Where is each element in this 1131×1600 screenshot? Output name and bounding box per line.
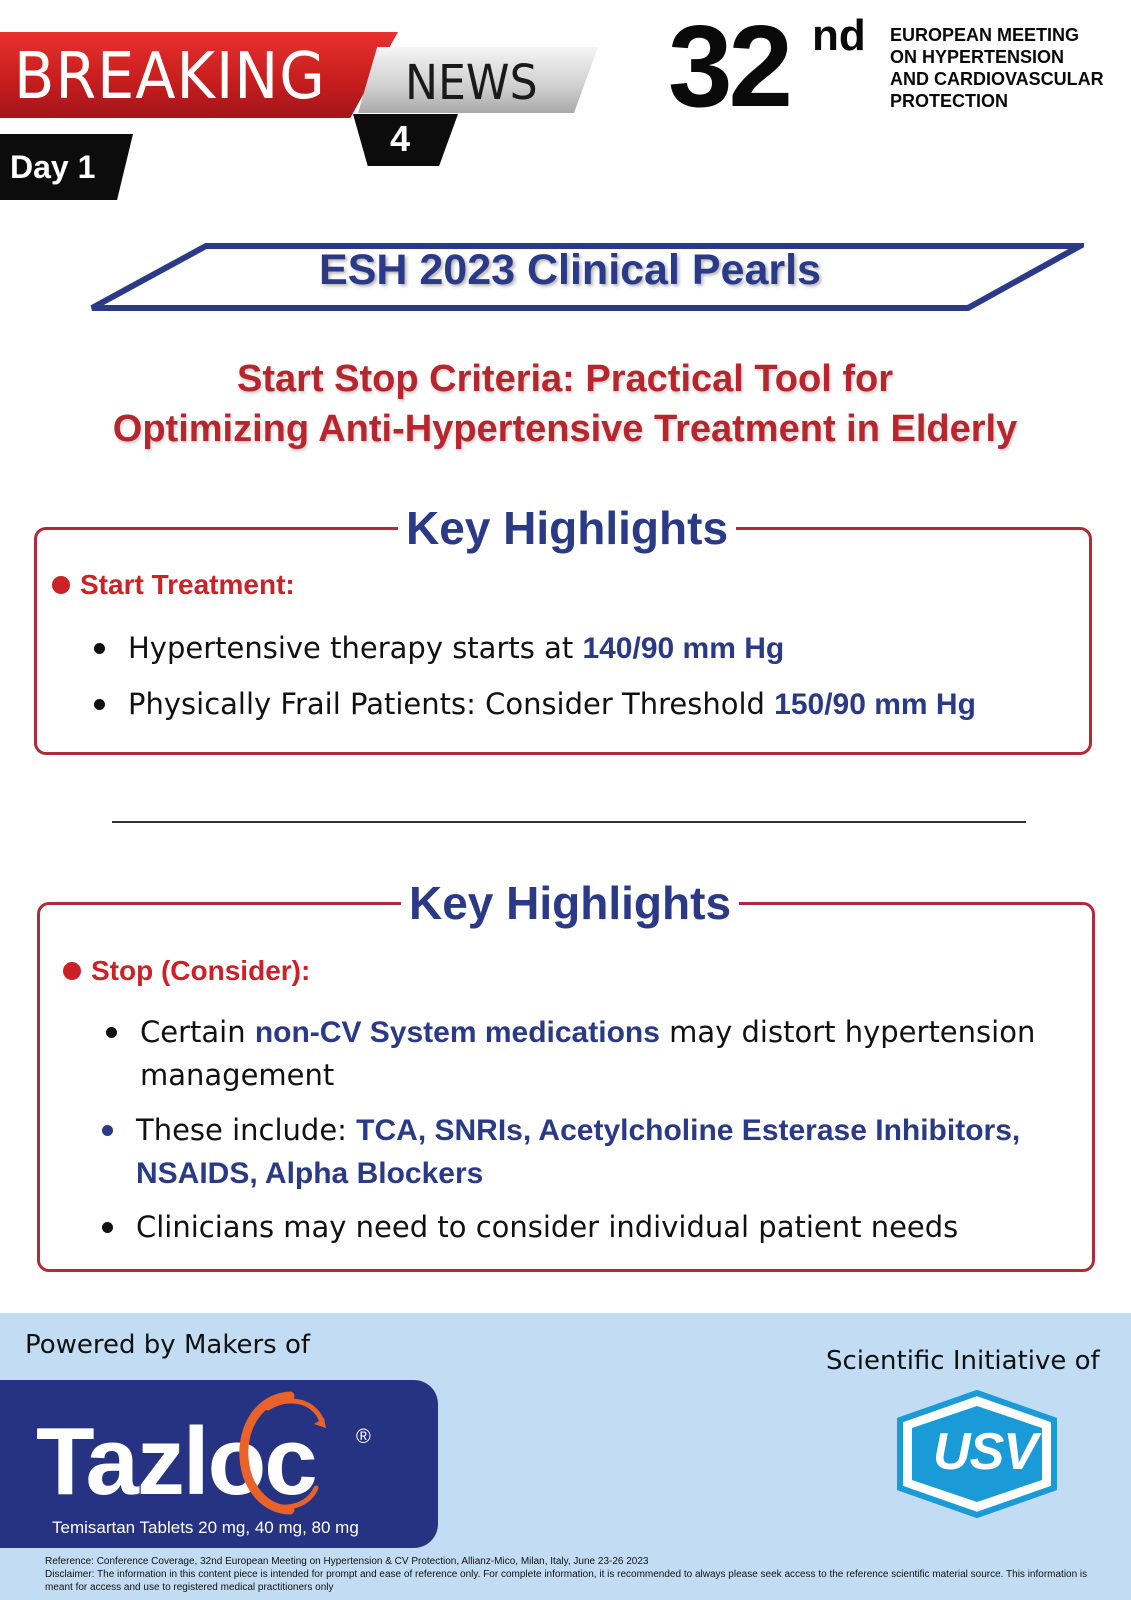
list-item [140,1011,1060,1096]
meeting-name-line: PROTECTION [890,91,1009,111]
meeting-name-line: ON HYPERTENSION [890,47,1065,67]
section-label: Stop (Consider): [91,955,311,986]
fine-print [45,1555,1095,1594]
section-label: Start Treatment: [80,569,295,600]
item-text-suffix: may distort hypertension management [140,1015,1036,1092]
list-item [136,1109,1056,1195]
news-label: NEWS [405,55,538,111]
reference-text: Reference: Conference Coverage, 32nd European Meeting on Hypertension & CV Protection, Allianz-Mico, Milan, Italy, June 23-26 2023 [45,1556,649,1567]
list-item [136,1206,1056,1248]
item-emphasis: 150/90 mm Hg [774,688,976,721]
bullet-dot-icon [52,576,70,594]
highlights-heading: Key Highlights [398,505,736,551]
powered-by-label: Powered by Makers of [25,1330,311,1360]
disclaimer-text: Disclaimer: The information in this content piece is intended for prompt and ease of reference only. For complete information, it is recommended to always please seek access to the reference scientific material source. This information is meant for access and use to registered medical practitioners only [45,1569,1088,1593]
page-subtitle [40,354,1090,454]
highlights-heading: Key Highlights [401,880,739,926]
item-emphasis: 140/90 mm Hg [582,632,785,665]
subtitle-line: Start Stop Criteria: Practical Tool for [237,358,893,400]
item-text: Clinicians may need to consider individual patient needs [136,1210,959,1244]
section-divider [112,821,1026,823]
item-text: Certain [140,1015,255,1049]
brand-swoosh-icon [228,1388,328,1518]
day-label: Day 1 [10,149,96,185]
bullet-dot-icon [63,962,81,980]
section-stop-consider [63,955,310,987]
usv-logo-text: USV [933,1423,1037,1481]
bullet-icon [106,1027,117,1038]
list-item [128,683,1088,726]
bullet-icon [94,643,105,654]
page-title: ESH 2023 Clinical Pearls [319,246,821,294]
list-item [128,627,1028,670]
meeting-name [890,24,1104,112]
scientific-initiative-label: Scientific Initiative of [826,1346,1100,1376]
item-emphasis: TCA, SNRIs, Acetylcholine Esterase Inhibitors, NSAIDS, Alpha Blockers [136,1114,1021,1190]
subtitle-line: Optimizing Anti-Hypertensive Treatment in Elderly [112,408,1018,450]
item-text: Physically Frail Patients: Consider Threshold [128,687,775,721]
section-start-treatment [52,569,295,601]
item-emphasis: non-CV System medications [254,1016,660,1049]
brand-tagline: Temisartan Tablets 20 mg, 40 mg, 80 mg [52,1518,359,1537]
meeting-ordinal-number: 32 [668,1,790,131]
meeting-name-line: AND CARDIOVASCULAR [890,69,1104,89]
item-text: Hypertensive therapy starts at [128,631,583,665]
bullet-icon [94,699,105,710]
brand-logo-text: Tazloc [36,1408,316,1515]
meeting-ordinal-suffix: nd [812,11,866,60]
issue-number: 4 [390,118,411,159]
item-text: These include: [136,1113,357,1147]
bullet-icon [102,1125,113,1136]
breaking-label: BREAKING [14,40,326,114]
registered-mark: ® [356,1426,371,1448]
meeting-name-line: EUROPEAN MEETING [890,25,1080,45]
bullet-icon [102,1222,113,1233]
